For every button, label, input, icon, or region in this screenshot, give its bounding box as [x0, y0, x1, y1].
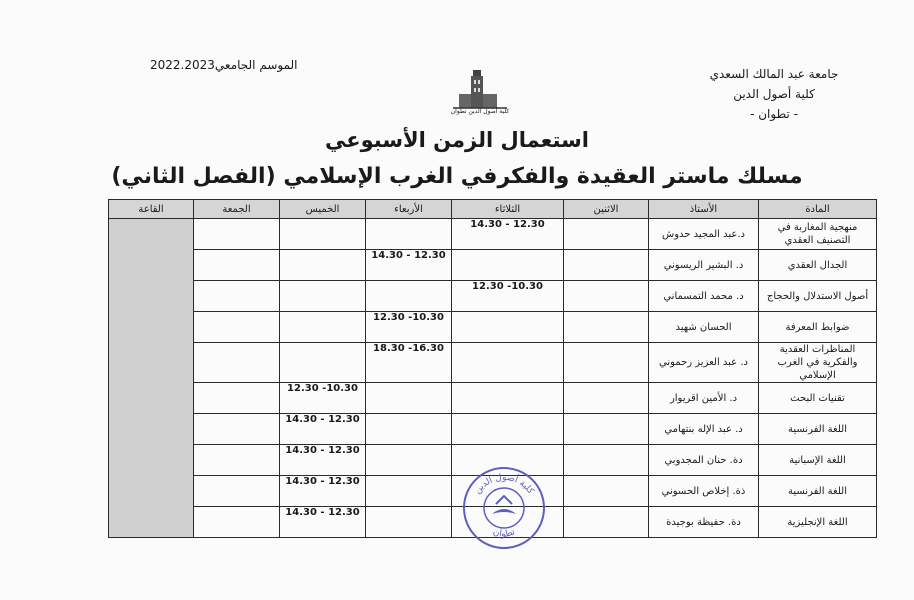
friday-cell [194, 281, 280, 312]
tuesday-cell: 10.30- 12.30 [452, 281, 564, 312]
subject-cell: ضوابط المعرفة [759, 312, 877, 343]
wednesday-cell: 16.30- 18.30 [366, 343, 452, 383]
thursday-cell [280, 312, 366, 343]
tuesday-cell [452, 383, 564, 414]
wednesday-cell [366, 219, 452, 250]
thursday-cell [280, 281, 366, 312]
professor-cell: د.عبد المجيد حدوش [649, 219, 759, 250]
wednesday-cell [366, 281, 452, 312]
monday-cell [564, 343, 649, 383]
svg-text:تطوان [491, 527, 517, 540]
monday-cell [564, 312, 649, 343]
tuesday-cell [452, 250, 564, 281]
table-row [109, 281, 877, 312]
monday-cell [564, 445, 649, 476]
table-row [109, 383, 877, 414]
friday-cell [194, 250, 280, 281]
wednesday-cell: 10.30- 12.30 [366, 312, 452, 343]
col-tuesday: الثلاثاء [452, 200, 564, 219]
table-row [109, 312, 877, 343]
tuesday-cell [452, 312, 564, 343]
monday-cell [564, 281, 649, 312]
col-monday: الاثنين [564, 200, 649, 219]
thursday-cell [280, 343, 366, 383]
friday-cell [194, 445, 280, 476]
thursday-cell: 12.30 - 14.30 [280, 445, 366, 476]
subject-cell: اللغة الإنجليزية [759, 507, 877, 538]
friday-cell [194, 414, 280, 445]
professor-cell: د. البشير الريسوني [649, 250, 759, 281]
friday-cell [194, 383, 280, 414]
subject-cell: الجدال العقدي [759, 250, 877, 281]
subject-cell: منهجية المغاربة في التصنيف العقدي [759, 219, 877, 250]
institution-header [674, 64, 874, 124]
professor-cell: د. محمد التمسماني [649, 281, 759, 312]
wednesday-cell: 12.30 - 14.30 [366, 250, 452, 281]
university-name: جامعة عبد المالك السعدي [709, 67, 839, 81]
thursday-cell: 12.30 - 14.30 [280, 476, 366, 507]
col-thursday: الخميس [280, 200, 366, 219]
friday-cell [194, 476, 280, 507]
col-subject: المادة [759, 200, 877, 219]
page-title: استعمال الزمن الأسبوعي [325, 128, 589, 152]
table-row [109, 250, 877, 281]
monday-cell [564, 250, 649, 281]
professor-cell: د. الأمين اقريوار [649, 383, 759, 414]
table-row [109, 219, 877, 250]
friday-cell [194, 507, 280, 538]
subject-cell: أصول الاستدلال والحجاج [759, 281, 877, 312]
tuesday-cell [452, 414, 564, 445]
professor-cell: د. عبد الإله بنتهامي [649, 414, 759, 445]
table-row [109, 414, 877, 445]
wednesday-cell [366, 476, 452, 507]
table-header-row [109, 200, 877, 219]
wednesday-cell [366, 383, 452, 414]
monday-cell [564, 476, 649, 507]
professor-cell: دة. حنان المجدوبي [649, 445, 759, 476]
thursday-cell: 12.30 - 14.30 [280, 507, 366, 538]
city-name: - تطوان - [750, 107, 798, 121]
faculty-stamp [462, 466, 546, 550]
academic-season: الموسم الجامعي2022.2023 [150, 58, 298, 72]
wednesday-cell [366, 445, 452, 476]
monday-cell [564, 219, 649, 250]
col-professor: الأستاذ [649, 200, 759, 219]
svg-text:كلية أصول الدين [473, 473, 536, 497]
faculty-name: كلية أصول الدين [733, 87, 815, 101]
professor-cell: ذة. إخلاص الحسوني [649, 476, 759, 507]
stamp-top-text: كلية أصول الدين [472, 472, 536, 497]
wednesday-cell [366, 507, 452, 538]
subject-cell: المناظرات العقدية والفكرية في الغرب الإسلامي [759, 343, 877, 383]
col-wednesday: الأربعاء [366, 200, 452, 219]
thursday-cell: 12.30 - 14.30 [280, 414, 366, 445]
stamp-bottom-text: تطوان [491, 527, 517, 540]
page-subtitle: مسلك ماستر العقيدة والفكرفي الغرب الإسلامي (الفصل الثاني) [111, 164, 803, 189]
monday-cell [564, 383, 649, 414]
thursday-cell [280, 219, 366, 250]
thursday-cell: 10.30- 12.30 [280, 383, 366, 414]
professor-cell: دة. حفيظة بوجيدة [649, 507, 759, 538]
professor-cell: د. عبد العزيز رحموني [649, 343, 759, 383]
tuesday-cell: 12.30 - 14.30 [452, 219, 564, 250]
faculty-logo [449, 68, 511, 132]
subject-cell: اللغة الفرنسية [759, 476, 877, 507]
monday-cell [564, 414, 649, 445]
wednesday-cell [366, 414, 452, 445]
thursday-cell [280, 250, 366, 281]
col-friday: الجمعة [194, 200, 280, 219]
tuesday-cell [452, 343, 564, 383]
logo-caption: كلية أصول الدين تطوان [450, 108, 510, 115]
table-row [109, 343, 877, 383]
friday-cell [194, 343, 280, 383]
professor-cell: الحسان شهيد [649, 312, 759, 343]
friday-cell [194, 219, 280, 250]
subject-cell: تقنيات البحث [759, 383, 877, 414]
subject-cell: اللغة الفرنسية [759, 414, 877, 445]
monday-cell [564, 507, 649, 538]
col-hall: القاعة [109, 200, 194, 219]
subject-cell: اللغة الإسبانية [759, 445, 877, 476]
hall-cell [109, 219, 194, 538]
friday-cell [194, 312, 280, 343]
